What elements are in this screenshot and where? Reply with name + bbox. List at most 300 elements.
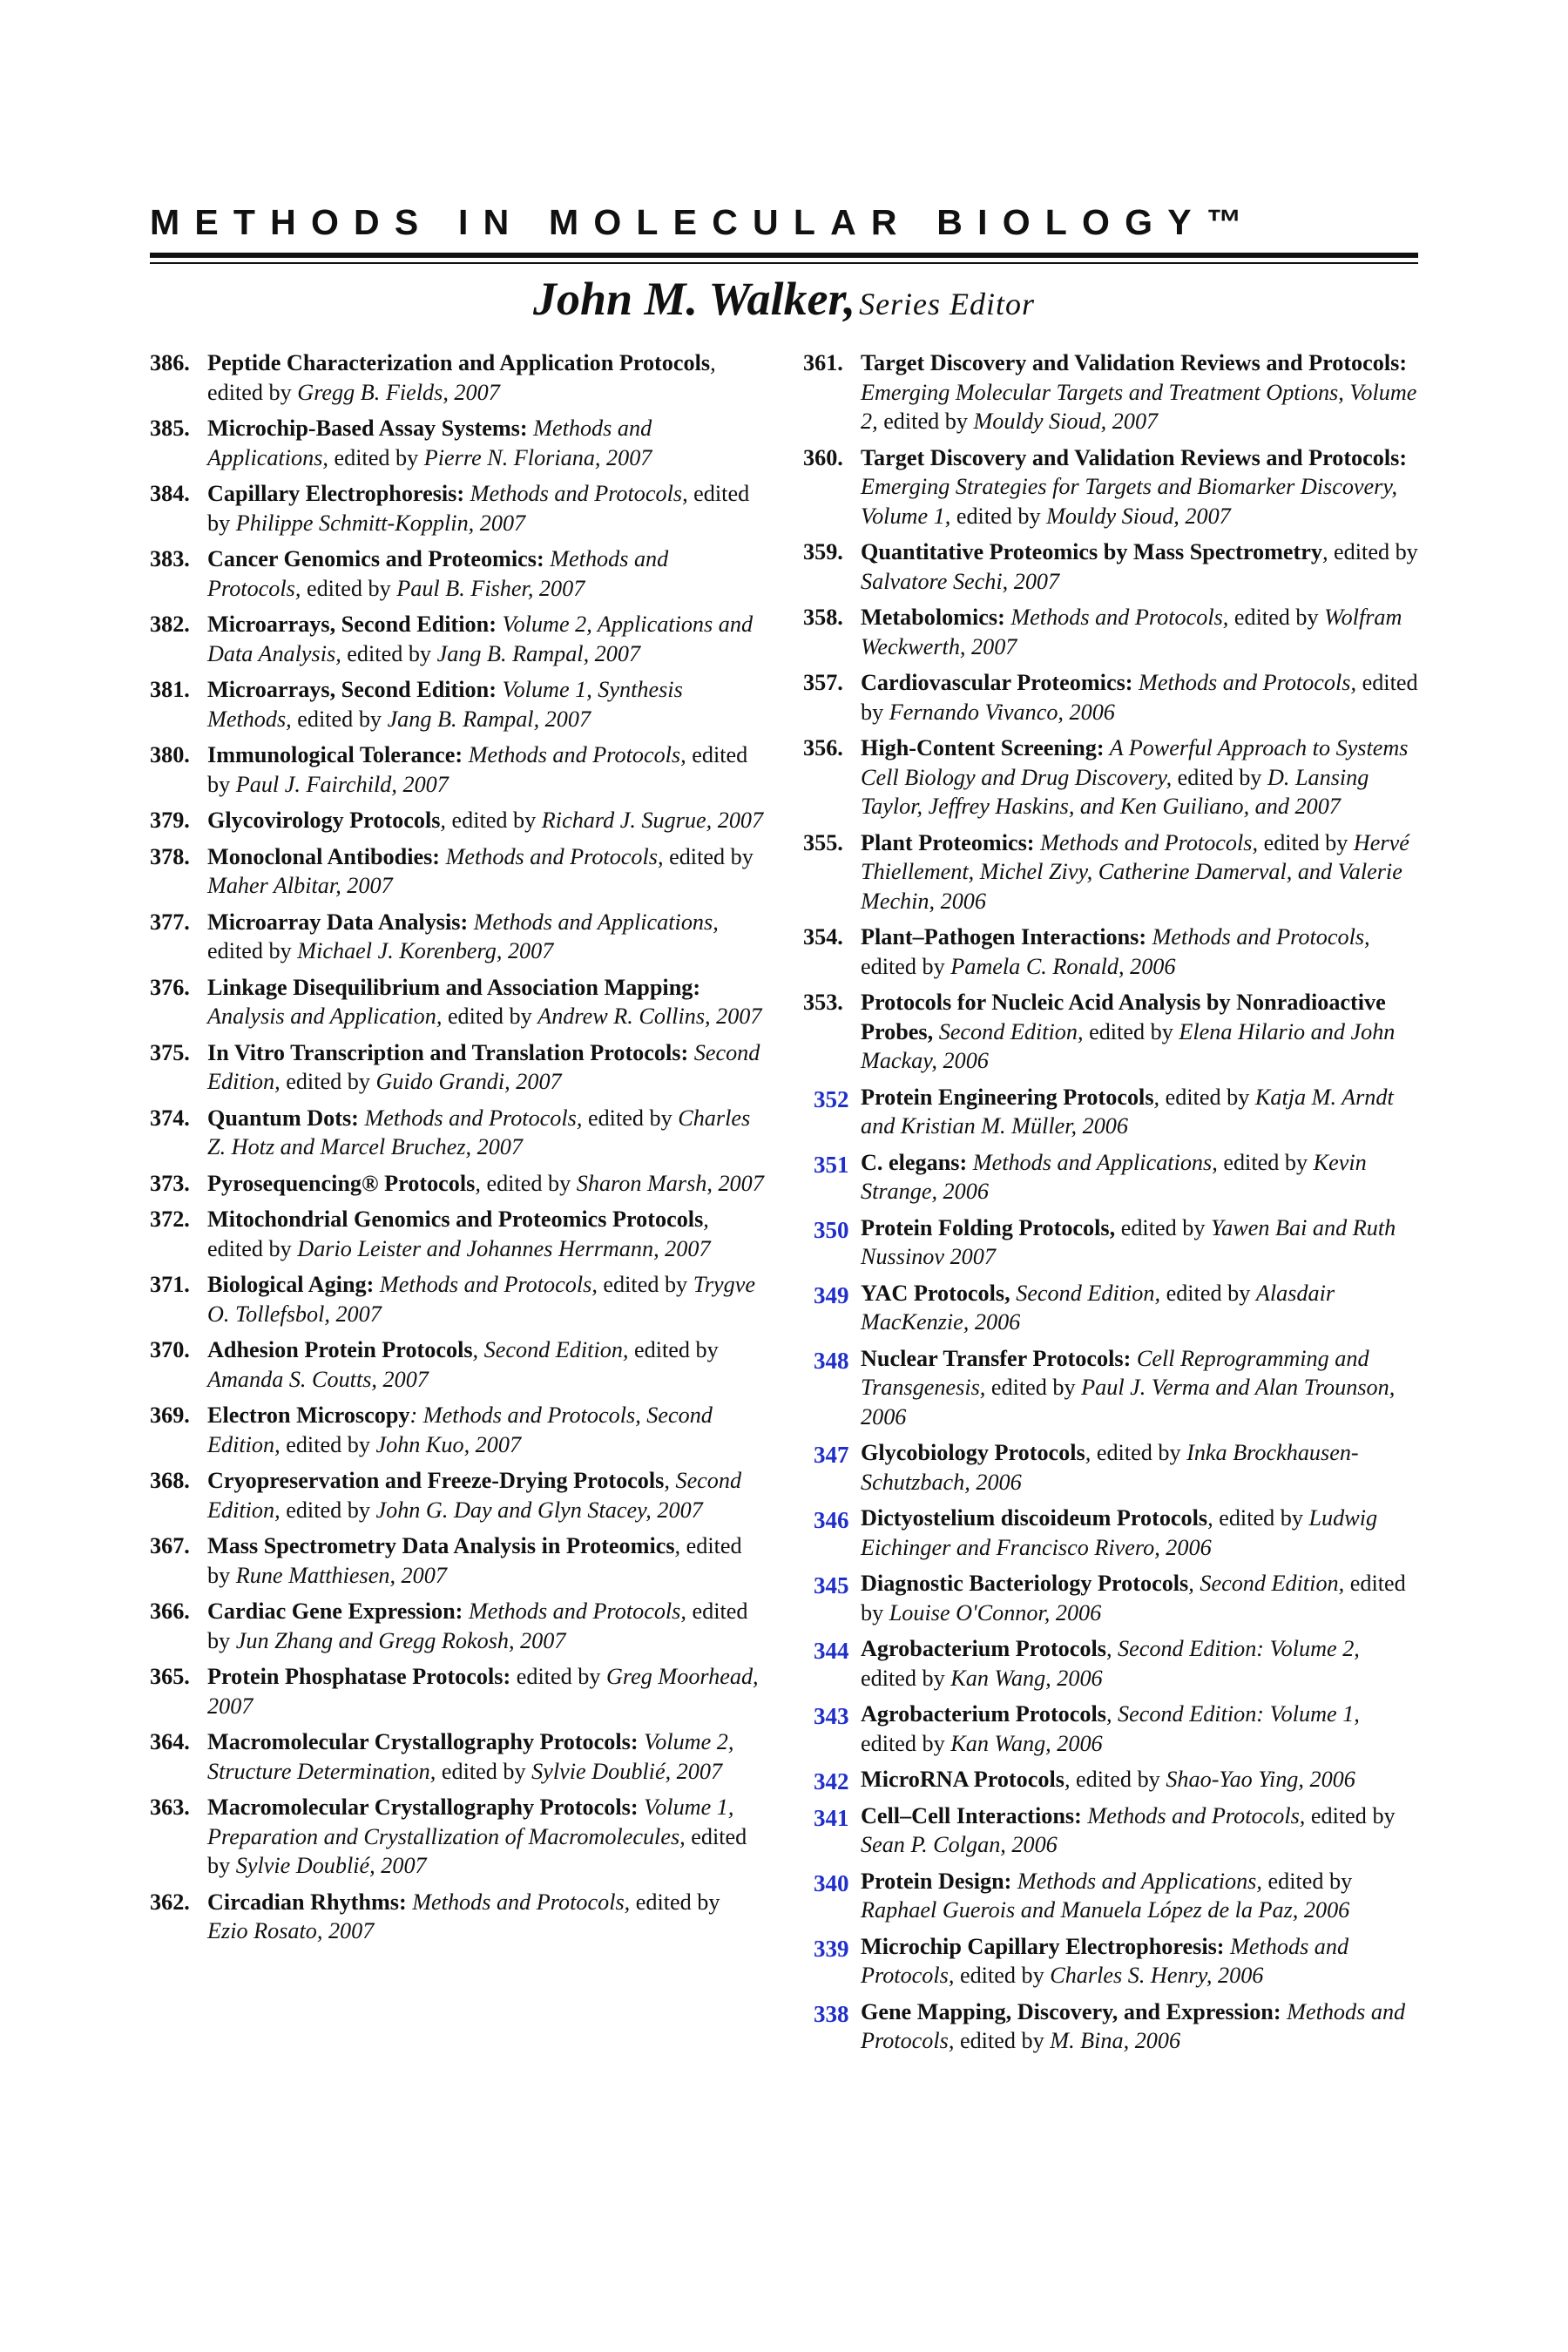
volume-subtitle: ,: [1207, 1505, 1213, 1531]
volume-title: Capillary Electrophoresis:: [207, 481, 465, 506]
volume-entry: [803, 668, 1418, 727]
edited-by-label: edited by: [1083, 1018, 1179, 1044]
volume-subtitle: Second Edition,: [933, 1018, 1084, 1044]
volume-number-link[interactable]: 339: [814, 1935, 849, 1962]
volume-editors: Rune Matthiesen, 2007: [235, 1562, 447, 1588]
volume-editors: Hervé Thiellement, Michel Zivy, Catherine Damerval, and Valerie Mechin, 2006: [861, 829, 1409, 914]
volume-editors: Elena Hilario and John Mackay, 2006: [861, 1018, 1396, 1073]
volume-entry: [150, 1205, 765, 1263]
volume-editors: Sean P. Colgan, 2006: [861, 1832, 1058, 1857]
volume-editors: Andrew R. Collins, 2007: [537, 1004, 762, 1029]
volume-editors: Jang B. Rampal, 2007: [436, 640, 641, 666]
volume-title: Protein Folding Protocols,: [861, 1214, 1116, 1240]
volume-number: 376.: [150, 974, 190, 1000]
edited-by-label: edited by: [985, 1375, 1082, 1400]
edited-by-label: edited by: [207, 481, 750, 536]
volume-subtitle: Volume 2, Structure Determination,: [207, 1729, 734, 1784]
volume-number: 363.: [150, 1794, 190, 1820]
volume-title: YAC Protocols,: [861, 1280, 1010, 1306]
volume-subtitle: Methods and Protocols,: [463, 1598, 686, 1624]
edited-by-label: edited by: [436, 1758, 532, 1784]
volume-entry: [803, 923, 1418, 981]
volume-entry: [803, 1932, 1418, 1990]
volume-title: C. elegans:: [861, 1149, 968, 1175]
edited-by-label: edited by: [1328, 539, 1418, 564]
volume-subtitle: Methods and Protocols,: [1146, 924, 1370, 950]
volume-entry: [803, 1634, 1418, 1693]
volume-title: Circadian Rhythms:: [207, 1889, 407, 1915]
volume-entry: [150, 1169, 765, 1199]
volume-number: 375.: [150, 1039, 190, 1065]
volume-number-link[interactable]: 349: [814, 1281, 849, 1308]
volume-editors: Charles S. Henry, 2006: [1050, 1963, 1264, 1988]
volume-title: Protein Engineering Protocols: [861, 1084, 1154, 1110]
volume-editors: Pamela C. Ronald, 2006: [950, 953, 1176, 979]
left-column: [150, 348, 765, 1953]
volume-subtitle: Methods and Protocols,: [861, 1933, 1349, 1988]
edited-by-label: edited by: [1070, 1767, 1166, 1792]
edited-by-label: edited by: [1305, 1802, 1396, 1828]
volume-title: Macromolecular Crystallography Protocols:: [207, 1729, 639, 1754]
editor-role: Series Editor: [859, 287, 1036, 321]
volume-subtitle: Methods and Applications,: [468, 909, 719, 935]
volume-title: Linkage Disequilibrium and Association Mapping:: [207, 974, 701, 1000]
series-title: METHODS IN MOLECULAR BIOLOGY™: [150, 202, 1257, 242]
volume-editors: Guido Grandi, 2007: [375, 1069, 562, 1094]
volume-editors: Richard J. Sugrue, 2007: [541, 808, 764, 833]
volume-editors: Greg Moorhead, 2007: [207, 1664, 759, 1719]
volume-entry: [150, 414, 765, 472]
edited-by-label: edited by: [280, 1431, 376, 1457]
volume-entry: [150, 1270, 765, 1328]
volume-subtitle: Methods and Protocols,: [358, 1105, 583, 1131]
volume-number: 356.: [803, 735, 843, 760]
volume-title: Peptide Characterization and Application Protocols: [207, 350, 711, 375]
edited-by-label: edited by: [207, 742, 748, 797]
volume-number: 366.: [150, 1598, 190, 1624]
volume-number: 371.: [150, 1272, 190, 1297]
volume-editors: Fernando Vivanco, 2006: [889, 699, 1115, 725]
volume-number: 370.: [150, 1337, 190, 1362]
volume-number: 377.: [150, 909, 190, 935]
volume-number-link[interactable]: 344: [814, 1638, 849, 1664]
volume-number-link[interactable]: 346: [814, 1507, 849, 1533]
volume-title: Protocols for Nucleic Acid Analysis by Nonradioactive Probes,: [861, 990, 1386, 1044]
edited-by-label: edited by: [207, 1235, 298, 1261]
edited-by-label: edited by: [861, 953, 951, 979]
edited-by-label: edited by: [207, 938, 298, 963]
volume-entry: [150, 1727, 765, 1786]
volume-number: 359.: [803, 539, 843, 564]
edited-by-label: edited by: [291, 706, 388, 732]
volume-entry: [150, 1335, 765, 1394]
volume-editors: M. Bina, 2006: [1050, 2028, 1181, 2053]
volume-number: 360.: [803, 444, 843, 470]
edited-by-label: edited by: [1172, 764, 1267, 790]
volume-title: Metabolomics:: [861, 605, 1005, 630]
edited-by-label: edited by: [950, 503, 1047, 529]
volume-editors: Maher Albitar, 2007: [207, 873, 393, 898]
edited-by-label: edited by: [630, 1889, 720, 1915]
volume-entry: [150, 1038, 765, 1097]
volume-subtitle: Methods and Protocols,: [1081, 1802, 1306, 1828]
volume-title: Biological Aging:: [207, 1272, 375, 1297]
edited-by-label: edited by: [861, 670, 1418, 725]
volume-title: Mitochondrial Genomics and Proteomics Protocols: [207, 1206, 704, 1232]
volume-entry: [150, 1597, 765, 1655]
volume-subtitle: Analysis and Application,: [207, 1004, 443, 1029]
volume-subtitle: Volume 1, Synthesis Methods,: [207, 677, 683, 732]
volume-entry: [803, 537, 1418, 596]
volume-editors: Paul J. Verma and Alan Trounson, 2006: [861, 1375, 1396, 1429]
volume-subtitle: Methods and Protocols,: [440, 843, 664, 869]
volume-number: 383.: [150, 546, 190, 571]
volume-entry: [150, 479, 765, 537]
volume-entry: [150, 1662, 765, 1720]
edited-by-label: edited by: [280, 1069, 376, 1094]
edited-by-label: edited by: [480, 1170, 577, 1196]
volume-subtitle: Methods and Protocols,: [464, 481, 688, 506]
volume-entry: [803, 1569, 1418, 1627]
volume-editors: Mouldy Sioud, 2007: [1046, 503, 1231, 529]
volume-title: Microarray Data Analysis:: [207, 909, 469, 935]
volume-editors: Kan Wang, 2006: [950, 1665, 1103, 1691]
volume-title: Electron Microscopy: [207, 1402, 410, 1428]
right-column: [803, 348, 1418, 2063]
volume-title: Cancer Genomics and Proteomics:: [207, 546, 544, 571]
edited-by-label: edited by: [597, 1272, 693, 1297]
edited-by-label: edited by: [1159, 1084, 1255, 1110]
volume-editors: Ezio Rosato, 2007: [207, 1918, 375, 1943]
volume-number: 385.: [150, 416, 190, 441]
volume-title: Nuclear Transfer Protocols:: [861, 1345, 1132, 1371]
volume-editors: Trygve O. Tollefsbol, 2007: [207, 1272, 755, 1327]
volume-number-link[interactable]: 342: [814, 1768, 849, 1794]
volume-editors: Shao-Yao Ying, 2006: [1166, 1767, 1355, 1792]
edited-by-label: edited by: [280, 1497, 376, 1523]
volume-title: Agrobacterium Protocols: [861, 1701, 1106, 1727]
volume-entry: [150, 908, 765, 966]
volume-number-link[interactable]: 340: [814, 1869, 849, 1896]
volume-subtitle: Methods and Protocols,: [207, 546, 669, 601]
volume-editors: Jang B. Rampal, 2007: [387, 706, 591, 732]
volume-subtitle: Methods and Protocols,: [861, 1998, 1406, 2053]
volume-title: Cardiovascular Proteomics:: [861, 670, 1133, 695]
volume-title: In Vitro Transcription and Translation Protocols:: [207, 1039, 689, 1065]
volume-subtitle: , Second Edition,: [207, 1468, 742, 1523]
volume-number: 382.: [150, 612, 190, 637]
edited-by-label: edited by: [207, 1598, 748, 1653]
volume-title: Gene Mapping, Discovery, and Expression:: [861, 1998, 1281, 2024]
series-editor-line: [0, 272, 1568, 326]
volume-number-link[interactable]: 345: [814, 1572, 849, 1598]
volume-subtitle: Methods and Protocols,: [406, 1889, 631, 1915]
volume-editors: Alasdair MacKenzie, 2006: [861, 1280, 1335, 1335]
volume-subtitle: ,: [1321, 539, 1328, 564]
volume-entry: [150, 973, 765, 1031]
volume-editors: Kevin Strange, 2006: [861, 1149, 1367, 1204]
volume-subtitle: : Methods and Protocols, Second Edition,: [207, 1402, 713, 1457]
volume-subtitle: Methods and Protocols,: [1004, 605, 1229, 630]
edited-by-label: edited by: [1091, 1440, 1187, 1465]
volume-editors: Katja M. Arndt and Kristian M. Müller, 2006: [861, 1084, 1394, 1139]
header-rule-thin: [150, 262, 1418, 264]
edited-by-label: edited by: [1115, 1214, 1211, 1240]
header-rule-thick: [150, 253, 1418, 258]
volume-editors: Inka Brockhausen-Schutzbach, 2006: [861, 1440, 1359, 1495]
volume-editors: John Kuo, 2007: [375, 1431, 522, 1457]
edited-by-label: edited by: [628, 1337, 719, 1362]
volume-editors: Kan Wang, 2006: [950, 1730, 1103, 1756]
edited-by-label: edited by: [861, 1665, 951, 1691]
volume-number-link[interactable]: 347: [814, 1442, 849, 1468]
volume-entry: [150, 1401, 765, 1459]
volume-entry: [803, 1801, 1418, 1860]
volume-editors: Yawen Bai and Ruth Nussinov 2007: [861, 1214, 1396, 1269]
volume-entry: [150, 806, 765, 835]
edited-by-label: edited by: [663, 843, 754, 869]
volume-entry: [150, 1793, 765, 1881]
volume-editors: Jun Zhang and Gregg Rokosh, 2007: [235, 1627, 566, 1653]
volume-subtitle: Cell Reprogramming and Transgenesis,: [861, 1345, 1369, 1400]
volume-number: 353.: [803, 990, 843, 1015]
volume-subtitle: Methods and Protocols,: [463, 742, 686, 767]
edited-by-label: edited by: [445, 808, 542, 833]
volume-title: Plant–Pathogen Interactions:: [861, 924, 1147, 950]
volume-subtitle: Methods and Protocols,: [374, 1272, 598, 1297]
volume-number: 361.: [803, 350, 843, 375]
volume-editors: Philippe Schmitt-Kopplin, 2007: [235, 510, 526, 536]
volume-editors: Wolfram Weckwerth, 2007: [861, 605, 1402, 659]
volume-title: Cardiac Gene Expression:: [207, 1598, 463, 1624]
volume-editors: Charles Z. Hotz and Marcel Bruchez, 2007: [207, 1105, 751, 1159]
volume-editors: Gregg B. Fields, 2007: [297, 379, 500, 405]
volume-entry: [150, 675, 765, 733]
edited-by-label: edited by: [954, 2028, 1051, 2053]
volume-title: Pyrosequencing® Protocols: [207, 1170, 476, 1196]
edited-by-label: edited by: [207, 379, 298, 405]
volume-subtitle: Volume 1, Preparation and Crystallization of Macromolecules,: [207, 1794, 734, 1849]
volume-number: 367.: [150, 1533, 190, 1558]
volume-subtitle: , Second Edition,: [472, 1337, 629, 1362]
volume-title: Adhesion Protein Protocols: [207, 1337, 473, 1362]
volume-title: Macromolecular Crystallography Protocols:: [207, 1794, 639, 1820]
volume-title: Diagnostic Bacteriology Protocols: [861, 1571, 1189, 1596]
volume-title: Microarrays, Second Edition:: [207, 677, 497, 702]
volume-entry: [803, 1504, 1418, 1562]
volume-title: Agrobacterium Protocols: [861, 1636, 1106, 1661]
edited-by-label: edited by: [301, 575, 397, 601]
volume-entry: [803, 443, 1418, 531]
edited-by-label: edited by: [207, 1533, 742, 1588]
volume-entry: [803, 1279, 1418, 1337]
volume-editors: D. Lansing Taylor, Jeffrey Haskins, and Ken Guiliano, and 2007: [861, 764, 1369, 819]
volume-subtitle: ,: [703, 1206, 709, 1232]
volume-title: Target Discovery and Validation Reviews and Protocols:: [861, 350, 1408, 375]
edited-by-label: edited by: [442, 1004, 538, 1029]
volume-subtitle: Methods and Protocols,: [1132, 670, 1357, 695]
volume-number-link[interactable]: 351: [814, 1151, 849, 1178]
volume-subtitle: Volume 2, Applications and Data Analysis,: [207, 612, 754, 666]
volume-number: 355.: [803, 829, 843, 855]
volume-number: 381.: [150, 677, 190, 702]
edited-by-label: edited by: [861, 1571, 1406, 1625]
edited-by-label: edited by: [582, 1105, 679, 1131]
volume-subtitle: ,: [1085, 1440, 1092, 1465]
volume-subtitle: , Second Edition,: [1188, 1571, 1345, 1596]
volume-entry: [150, 740, 765, 799]
edited-by-label: edited by: [510, 1664, 607, 1689]
volume-title: MicroRNA Protocols: [861, 1767, 1064, 1792]
volume-number-link[interactable]: 343: [814, 1703, 849, 1729]
volume-number: 357.: [803, 670, 843, 695]
volume-number: 365.: [150, 1664, 190, 1689]
volume-title: Target Discovery and Validation Reviews and Protocols:: [861, 444, 1408, 470]
edited-by-label: edited by: [877, 409, 974, 434]
volume-subtitle: ,: [475, 1170, 481, 1196]
volume-editors: Dario Leister and Johannes Herrmann, 2007: [297, 1235, 711, 1261]
volume-number: 372.: [150, 1206, 190, 1232]
volume-editors: Amanda S. Coutts, 2007: [207, 1366, 429, 1392]
volume-title: Protein Phosphatase Protocols:: [207, 1664, 511, 1689]
volume-number: 373.: [150, 1170, 190, 1196]
edited-by-label: edited by: [1228, 605, 1325, 630]
edited-by-label: edited by: [341, 640, 437, 666]
volume-title: Microchip-Based Assay Systems:: [207, 416, 528, 441]
volume-editors: Salvatore Sechi, 2007: [861, 568, 1060, 594]
volume-number: 368.: [150, 1468, 190, 1493]
volume-subtitle: , Second Edition: Volume 1,: [1105, 1701, 1360, 1727]
volume-number-link[interactable]: 348: [814, 1347, 849, 1374]
volume-number-link[interactable]: 338: [814, 2000, 849, 2027]
volume-title: Quantitative Proteomics by Mass Spectrometry: [861, 539, 1322, 564]
volume-entry: [150, 610, 765, 668]
volume-title: Protein Design:: [861, 1868, 1012, 1894]
volume-subtitle: Emerging Strategies for Targets and Biomarker Discovery, Volume 1,: [861, 474, 1398, 529]
volume-title: Glycobiology Protocols: [861, 1440, 1085, 1465]
volume-entry: [803, 1213, 1418, 1272]
volume-entry: [803, 348, 1418, 436]
volume-number-link[interactable]: 352: [814, 1085, 849, 1112]
volume-editors: Sylvie Doublié, 2007: [235, 1853, 427, 1878]
volume-entry: [803, 1867, 1418, 1925]
volume-editors: Paul B. Fisher, 2007: [396, 575, 585, 601]
volume-number: 354.: [803, 924, 843, 950]
edited-by-label: edited by: [861, 1730, 951, 1756]
volume-entry: [150, 1466, 765, 1524]
volume-entry: [803, 733, 1418, 821]
volume-entry: [150, 544, 765, 603]
volume-editors: Michael J. Korenberg, 2007: [297, 938, 554, 963]
edited-by-label: edited by: [1258, 829, 1354, 855]
volume-entry: [150, 1888, 765, 1946]
volume-number: 380.: [150, 742, 190, 767]
volume-editors: Ludwig Eichinger and Francisco Rivero, 2006: [861, 1505, 1378, 1560]
volume-number: 358.: [803, 605, 843, 630]
volume-editors: Mouldy Sioud, 2007: [973, 409, 1159, 434]
volume-entry: [803, 1083, 1418, 1141]
volume-entry: [803, 1700, 1418, 1758]
edited-by-label: edited by: [1213, 1505, 1309, 1531]
volume-subtitle: Second Edition,: [207, 1039, 760, 1094]
volume-entry: [803, 828, 1418, 916]
volume-subtitle: ,: [674, 1533, 681, 1558]
volume-number: 362.: [150, 1889, 190, 1915]
edited-by-label: edited by: [207, 1823, 747, 1878]
volume-subtitle: ,: [1064, 1767, 1071, 1792]
volume-entry: [803, 1344, 1418, 1432]
volume-entry: [803, 1148, 1418, 1206]
volume-title: Quantum Dots:: [207, 1105, 359, 1131]
volume-subtitle: A Powerful Approach to Systems Cell Biology and Drug Discovery,: [861, 735, 1409, 790]
volume-entry: [150, 1531, 765, 1590]
edited-by-label: edited by: [328, 444, 424, 470]
volume-subtitle: ,: [710, 350, 716, 375]
volume-editors: Sylvie Doublié, 2007: [531, 1758, 723, 1784]
volume-number: 364.: [150, 1729, 190, 1754]
volume-title: Monoclonal Antibodies:: [207, 843, 441, 869]
volume-subtitle: Methods and Applications,: [207, 416, 652, 470]
volume-entry: [803, 988, 1418, 1076]
volume-entry: [803, 1997, 1418, 2056]
volume-number-link[interactable]: 350: [814, 1216, 849, 1243]
volume-title: High-Content Screening:: [861, 735, 1105, 760]
volume-number: 378.: [150, 843, 190, 869]
volume-subtitle: Methods and Applications,: [967, 1149, 1218, 1175]
volume-title: Cryopreservation and Freeze-Drying Protocols: [207, 1468, 665, 1493]
volume-subtitle: , Second Edition: Volume 2,: [1105, 1636, 1360, 1661]
volume-title: Microarrays, Second Edition:: [207, 612, 497, 637]
volume-title: Dictyostelium discoideum Protocols: [861, 1505, 1208, 1531]
volume-subtitle: ,: [440, 808, 446, 833]
edited-by-label: edited by: [1217, 1149, 1314, 1175]
volume-subtitle: Methods and Applications,: [1011, 1868, 1262, 1894]
volume-entry: [150, 348, 765, 407]
volume-title: Mass Spectrometry Data Analysis in Proteomics: [207, 1533, 675, 1558]
volume-number: 374.: [150, 1105, 190, 1131]
volume-entry: [150, 1104, 765, 1162]
editor-name: John M. Walker,: [532, 273, 856, 325]
volume-editors: Louise O'Connor, 2006: [889, 1599, 1102, 1625]
volume-editors: Paul J. Fairchild, 2007: [235, 771, 449, 797]
edited-by-label: edited by: [1261, 1868, 1353, 1894]
volume-subtitle: ,: [1153, 1084, 1160, 1110]
volume-entry: [150, 842, 765, 901]
volume-entry: [803, 1438, 1418, 1497]
volume-entry: [803, 1765, 1418, 1794]
volume-number-link[interactable]: 341: [814, 1804, 849, 1831]
volume-title: Glycovirology Protocols: [207, 808, 441, 833]
volume-subtitle: Methods and Protocols,: [1034, 829, 1259, 855]
volume-entry: [803, 603, 1418, 661]
volume-editors: Sharon Marsh, 2007: [576, 1170, 764, 1196]
volume-number: 386.: [150, 350, 190, 375]
edited-by-label: edited by: [954, 1963, 1051, 1988]
volume-number: 384.: [150, 481, 190, 506]
volume-title: Plant Proteomics:: [861, 829, 1035, 855]
volume-title: Immunological Tolerance:: [207, 742, 463, 767]
volume-editors: John G. Day and Glyn Stacey, 2007: [375, 1497, 703, 1523]
volume-number: 369.: [150, 1402, 190, 1428]
volume-title: Cell–Cell Interactions:: [861, 1802, 1082, 1828]
volume-title: Microchip Capillary Electrophoresis:: [861, 1933, 1225, 1959]
volume-editors: Pierre N. Floriana, 2007: [423, 444, 652, 470]
volume-editors: Raphael Guerois and Manuela López de la Paz, 2006: [861, 1897, 1350, 1923]
edited-by-label: edited by: [1160, 1280, 1256, 1306]
volume-subtitle: Second Edition,: [1010, 1280, 1161, 1306]
volume-number: 379.: [150, 808, 190, 833]
volume-subtitle: Emerging Molecular Targets and Treatment Options, Volume 2,: [861, 379, 1417, 434]
